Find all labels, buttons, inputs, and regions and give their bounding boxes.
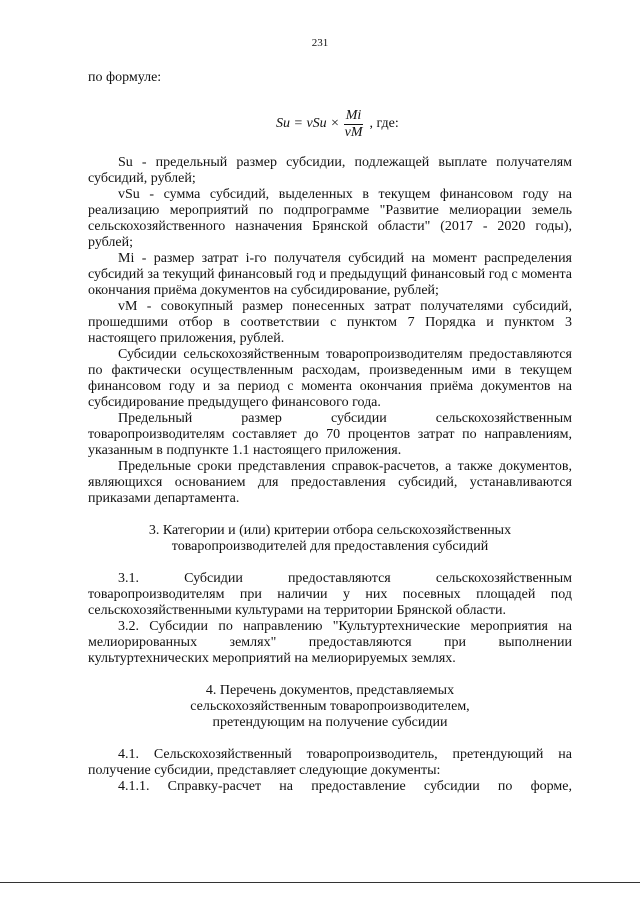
formula-denominator: vM [344, 124, 363, 140]
paragraph-vsu: vSu - сумма субсидий, выделенных в текущем финансовом году на реализацию мероприятий по подпрограмме "Развитие мелиорации земель сельскохозяйственного назначения Брянской области" (2017 - 2020 годы), рублей; [88, 187, 572, 250]
scan-edge-line [0, 882, 640, 883]
section4-heading-line1: 4. Перечень документов, представляемых [205, 683, 455, 698]
paragraph-expenses: Субсидии сельскохозяйственным товаропроизводителям предоставляются по фактически осуществленным расходам, произведенным ими в текущем финансовом году и за период с момента окончания приёма документов на субсидирование предыдущего финансового года. [88, 347, 572, 410]
paragraph-3-1: 3.1. Субсидии предоставляются сельскохозяйственным товаропроизводителям при наличии у них посевных площадей под сельскохозяйственными культурами на территории Брянской области. [88, 571, 572, 618]
paragraph-limit: Предельный размер субсидии сельскохозяйственным товаропроизводителям составляет до 70 процентов затрат по направлениям, указанным в подпункте 1.1 настоящего приложения. [88, 411, 572, 458]
formula-lhs: Su = vSu × [276, 116, 340, 131]
paragraph-mi: Mi - размер затрат i-го получателя субсидий на момент распределения субсидий за текущий финансовый год и предыдущий финансовый год с момента окончания приёма документов на субсидирование, рублей; [88, 251, 572, 298]
section4-heading-line3: претендующим на получение субсидии [212, 715, 448, 730]
paragraph-4-1: 4.1. Сельскохозяйственный товаропроизводитель, претендующий на получение субсидии, представляет следующие документы: [88, 747, 572, 778]
paragraph-4-1-1: 4.1.1. Справку-расчет на предоставление субсидии по форме, [118, 779, 572, 794]
paragraph-deadlines: Предельные сроки представления справок-расчетов, а также документов, являющихся основанием для предоставления субсидий, устанавливаются приказами департамента. [88, 459, 572, 506]
formula-numerator: Mi [345, 107, 362, 123]
paragraph-su: Su - предельный размер субсидии, подлежащей выплате получателям субсидий, рублей; [88, 155, 572, 186]
paragraph-vm: vM - совокупный размер понесенных затрат получателями субсидий, прошедшими отбор в соответствии с пунктом 7 Порядка и пунктом 3 настоящего приложения, рублей. [88, 299, 572, 346]
paragraph-3-2: 3.2. Субсидии по направлению "Культуртехнические мероприятия на мелиорированных землях" предоставляются при выполнении культуртехнических мероприятий на мелиорируемых землях. [88, 619, 572, 666]
subsidy-formula [276, 104, 399, 144]
formula-tail: , где: [369, 116, 399, 131]
page-number: 231 [311, 37, 329, 49]
lead-text: по формуле: [88, 70, 162, 85]
document-body [88, 155, 572, 795]
section4-heading-line2: сельскохозяйственным товаропроизводителем, [190, 699, 470, 714]
section3-heading-line2: товаропроизводителей для предоставления субсидий [171, 539, 489, 554]
section3-heading-line1: 3. Категории и (или) критерии отбора сельскохозяйственных [148, 523, 512, 538]
formula-fraction [343, 108, 365, 141]
